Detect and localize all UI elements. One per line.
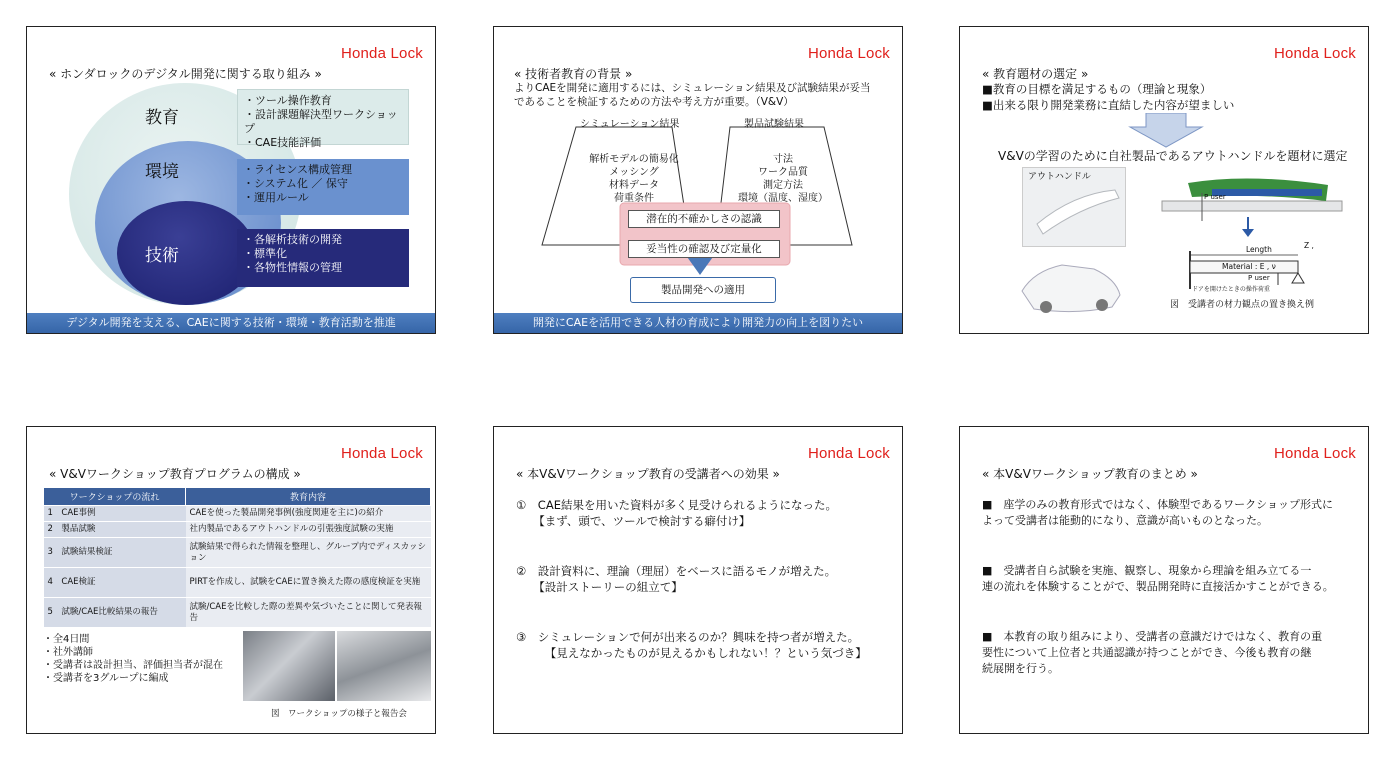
table-cell: 試験結果で得られた情報を整理し、グループ内でディスカッション <box>186 538 431 568</box>
down-arrow-icon <box>1126 113 1206 149</box>
technology-label: 技術 <box>145 246 179 266</box>
summary-para-1: ■ 座学のみの教育形式ではなく、体験型であるワークショップ形式に よって受講者は能動的になり、意識が高いものとなった。 <box>982 498 1333 527</box>
table-header-row <box>44 488 431 506</box>
car-illustration <box>1016 251 1126 321</box>
table-row <box>44 522 431 538</box>
program-table <box>43 487 431 628</box>
table-cell: CAEを使った製品開発事例(強度関連を主に)の紹介 <box>186 506 431 522</box>
table-cell: PIRTを作成し、試験をCAEに置き換えた際の感度検証を実施 <box>186 568 431 598</box>
figure-caption: 図 受講者の材力観点の置き換え例 <box>1170 300 1315 310</box>
table-cell: 3 試験結果検証 <box>44 538 186 568</box>
test-items: 寸法 ワーク品質 測定方法 環境（温度、湿度） <box>738 154 828 204</box>
workshop-photo-2 <box>337 631 431 701</box>
effect-item-1: ① CAE結果を用いた資料が多く見受けられるようになった。 【まず、頭で、ツールで検討する癖付け】 <box>516 498 837 528</box>
slide-workshop-program <box>26 426 436 734</box>
table-cell: 1 CAE事例 <box>44 506 186 522</box>
slide-workshop-effects <box>493 426 903 734</box>
table-row <box>44 598 431 628</box>
intro-line-2: であることを検証するための方法や考え方が重要。（V&V） <box>514 96 794 108</box>
table-cell: 試験/CAEを比較した際の差異や気づいたことに関して発表報告 <box>186 598 431 628</box>
intro-line-1: よりCAEを開発に適用するには、シミュレーション結果及び試験結果が妥当 <box>514 82 871 94</box>
honda-lock-logo: Honda Lock <box>1273 45 1356 62</box>
slide-workshop-summary <box>959 426 1369 734</box>
effect-item-3: ③ シミュレーションで何が出来るのか？興味を持つ者が増えた。 【見えなかったものが見えるかもしれない！？という気づき】 <box>516 630 867 660</box>
workshop-photo-1 <box>243 631 335 701</box>
test-head: 製品試験結果 <box>744 119 804 130</box>
p-user-bottom: P user <box>1248 274 1270 282</box>
table-cell: 4 CAE検証 <box>44 568 186 598</box>
criteria-line-2: ■出来る限り開発業務に直結した内容が望ましい <box>982 98 1235 112</box>
length-label: Length <box>1246 245 1272 254</box>
validation-box: 妥当性の確認及び定量化 <box>628 240 780 258</box>
honda-lock-logo: Honda Lock <box>340 445 423 462</box>
criteria-line-1: ■教育の目標を満足するもの（理論と現象） <box>982 82 1212 96</box>
slide-digital-development <box>26 26 436 334</box>
table-cell: 2 製品試験 <box>44 522 186 538</box>
environment-box: ・ライセンス構成管理 ・システム化 ／ 保守 ・運用ルール <box>237 159 409 215</box>
honda-lock-logo: Honda Lock <box>807 445 890 462</box>
table-cell: 社内製品であるアウトハンドルの引張強度試験の実施 <box>186 522 431 538</box>
summary-para-2: ■ 受講者自ら試験を実施、観察し、現象から理論を組み立てる一 連の流れを体験することがで、製品開発時に直接活かすことができる。 <box>982 564 1334 593</box>
slide-engineer-education-background <box>493 26 903 334</box>
honda-lock-logo: Honda Lock <box>1273 445 1356 462</box>
slide-title: « 本V&Vワークショップ教育のまとめ » <box>982 467 1198 481</box>
uncertainty-box: 潜在的不確かしさの認識 <box>628 210 780 228</box>
table-row <box>44 538 431 568</box>
slide-title: « 本V&Vワークショップ教育の受講者への効果 » <box>516 467 780 481</box>
table-row <box>44 568 431 598</box>
technology-ellipse <box>117 201 255 305</box>
table-header: ワークショップの流れ <box>44 488 186 506</box>
environment-label: 環境 <box>145 162 179 182</box>
program-bullets: ・全4日間 ・社外講師 ・受講者は設計担当、評価担当者が混在 ・受講者を3グループに編成 <box>43 634 223 684</box>
selection-headline: V&Vの学習のために自社製品であるアウトハンドルを題材に選定 <box>998 149 1348 163</box>
effect-item-2: ② 設計資料に、理論（理屈）をベースに語るモノが増えた。 【設計ストーリーの組立て】 <box>516 564 837 594</box>
slide-footer: 開発にCAEを活用できる人材の育成により開発力の向上を図りたい <box>494 313 902 333</box>
figure-caption: 図 ワークショップの様子と報告会 <box>271 709 407 719</box>
slide-title: « 技術者教育の背景 » <box>514 67 633 81</box>
slide-material-selection <box>959 26 1369 334</box>
slide-title: « V&Vワークショップ教育プログラムの構成 » <box>49 467 301 481</box>
table-header: 教育内容 <box>186 488 431 506</box>
photo-label: アウトハンドル <box>1028 172 1091 182</box>
application-box: 製品開発への適用 <box>630 277 776 303</box>
honda-lock-logo: Honda Lock <box>340 45 423 62</box>
slide-title: « ホンダロックのデジタル開発に関する取り組み » <box>49 67 322 81</box>
honda-lock-logo: Honda Lock <box>807 45 890 62</box>
p-user-top: P user <box>1204 193 1226 201</box>
material-label: Material : E , ν <box>1222 262 1276 271</box>
table-cell: 5 試験/CAE比較結果の報告 <box>44 598 186 628</box>
education-label: 教育 <box>145 108 179 128</box>
z-label: Z , <box>1304 241 1314 250</box>
education-box: ・ツール操作教育 ・設計課題解決型ワークショップ ・CAE技能評価 <box>237 89 409 145</box>
simulation-head: シミュレーション結果 <box>580 119 680 130</box>
door-note: ドアを開けたときの操作荷重 <box>1192 286 1270 293</box>
technology-box: ・各解析技術の開発 ・標準化 ・各物性情報の管理 <box>237 229 409 287</box>
slide-title: « 教育題材の選定 » <box>982 67 1089 81</box>
table-row <box>44 506 431 522</box>
simulation-items: 解析モデルの簡易化 メッシング 材料データ 荷重条件 <box>589 154 679 204</box>
summary-para-3: ■ 本教育の取り組みにより、受講者の意識だけではなく、教育の重 要性について上位者と共通認識が持つことができ、今後も教育の継 続展開を行う。 <box>982 630 1323 675</box>
slide-footer: デジタル開発を支える、CAEに関する技術・環境・教育活動を推進 <box>27 313 435 333</box>
